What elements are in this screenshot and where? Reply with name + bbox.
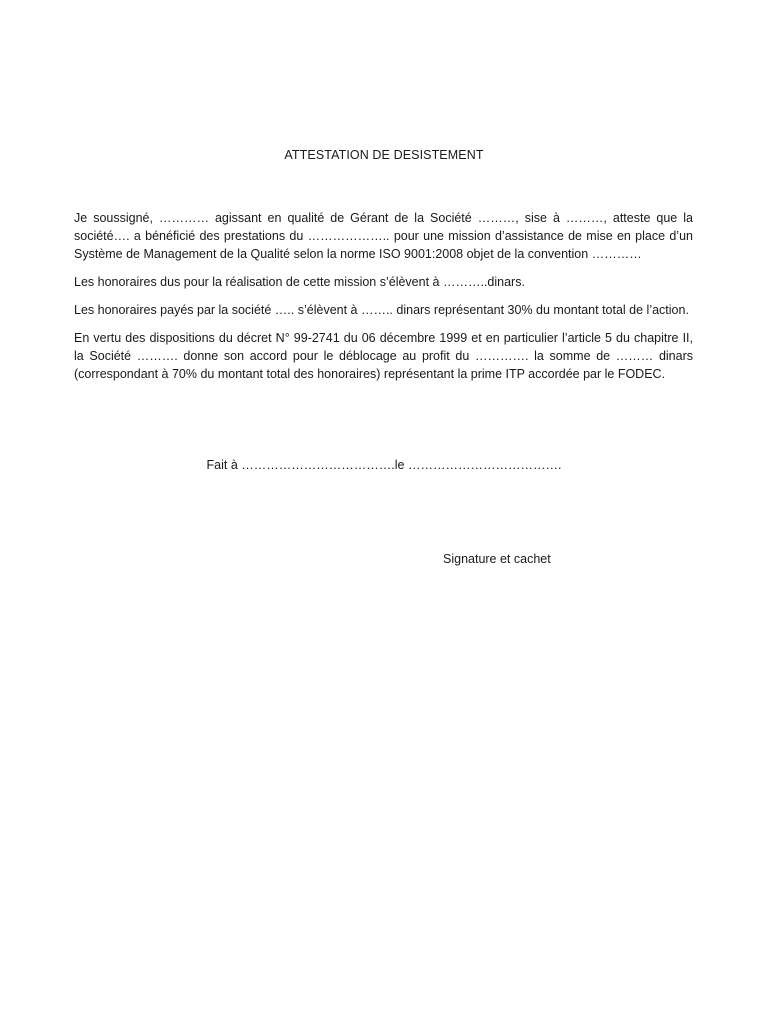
paragraph-declaration: Je soussigné, ………… agissant en qualité de Gérant de la Société ………, sise à ………, atteste que la société…. a bénéficié des prestations du ……………….. pour une mission d’assistance de mise en place d’un Système de Management de la Qualité selon la norme ISO 9001:2008 objet de la convention ………… (74, 211, 693, 261)
document-body (74, 209, 693, 393)
paragraph-decree-agreement: En vertu des dispositions du décret N° 99-2741 du 06 décembre 1999 et en particulier l’article 5 du chapitre II, la Société ………. donne son accord pour le déblocage au profit du …………. la somme de ……… dinars (correspondant à 70% du montant total des honoraires) représentant la prime ITP accordée par le FODEC. (74, 331, 693, 381)
document-title: ATTESTATION DE DESISTEMENT (284, 148, 484, 162)
signature-label: Signature et cachet (443, 552, 551, 566)
paragraph-fees-paid: Les honoraires payés par la société ….. s’élèvent à …….. dinars représentant 30% du montant total de l’action. (74, 303, 689, 317)
paragraph-fees-due: Les honoraires dus pour la réalisation de cette mission s’élèvent à ………..dinars. (74, 275, 525, 289)
place-date-line: Fait à ……………………………….le ………………………………. (206, 458, 562, 472)
